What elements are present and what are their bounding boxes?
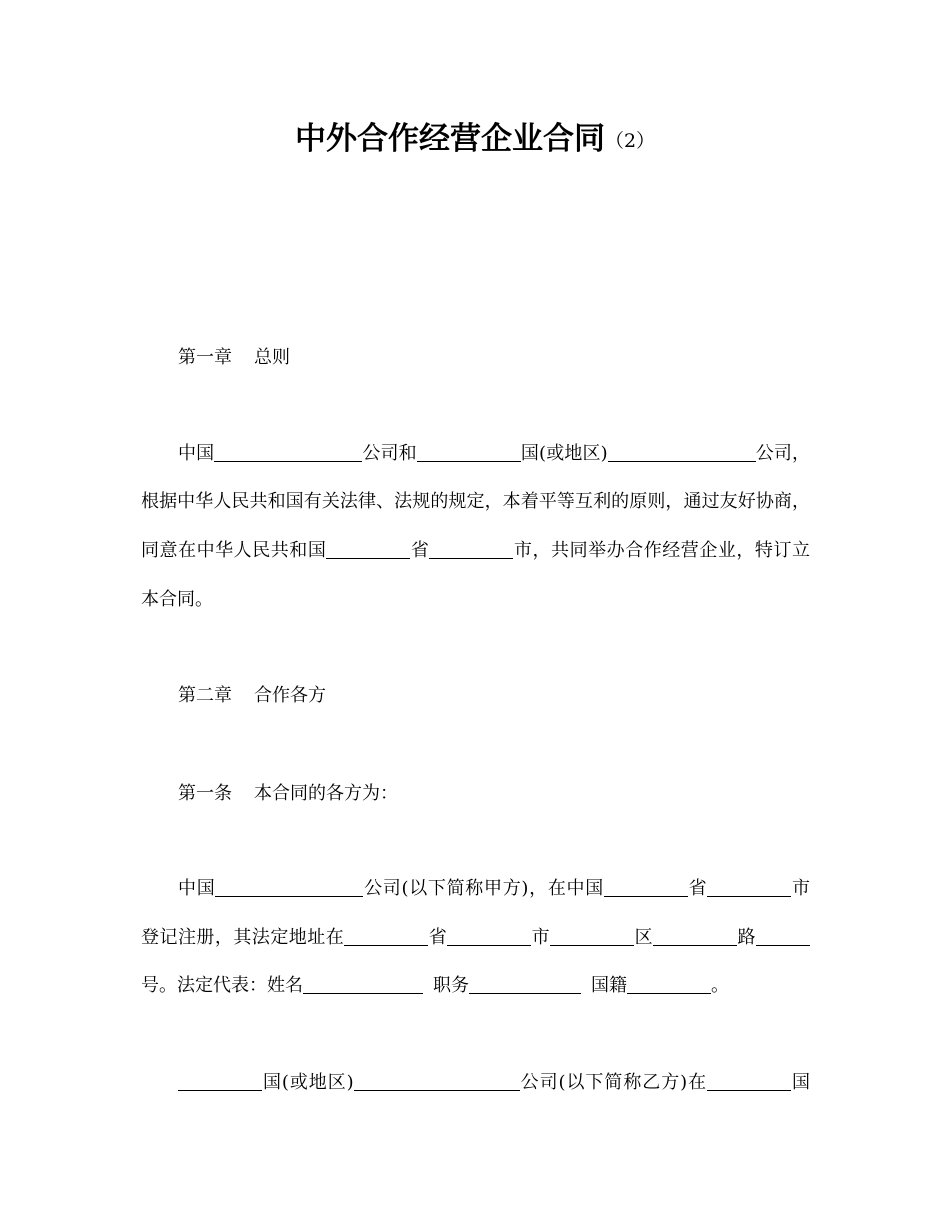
text-segment: 职务 [433,975,469,996]
text-segment: 国 [791,1072,811,1093]
para2-line1 [178,877,810,901]
blank-city[interactable] [447,927,531,946]
para1-line2: 根据中华人民共和国有关法律、法规的规定，本着平等互利的原则，通过友好协商， [141,491,810,512]
blank-district[interactable] [550,927,634,946]
blank-rep-title[interactable] [469,975,581,994]
article-number: 第一条 [178,783,232,804]
para1-line3 [141,539,810,563]
blank-party-b-company[interactable] [354,1072,520,1091]
blank-road[interactable] [653,927,737,946]
text-segment: 公司， [755,443,811,464]
article-text: 本合同的各方为： [254,783,398,804]
chapter-1-heading [178,346,290,370]
text-segment: 市 [791,878,811,899]
blank-province[interactable] [326,540,410,559]
text-segment: 中国 [178,443,215,464]
blank-province[interactable] [604,878,688,897]
blank-city[interactable] [429,540,513,559]
para3-line1 [178,1071,810,1095]
blank-number[interactable] [756,927,810,946]
blank-rep-name[interactable] [303,975,423,994]
para1-line4: 本合同。 [141,589,213,610]
blank-country[interactable] [178,1072,262,1091]
text-segment: 路 [737,927,757,948]
chapter-number: 第一章 [178,347,232,368]
text-segment: 公司和 [362,443,417,464]
blank-province[interactable] [344,927,428,946]
article-1-heading [178,782,398,806]
chapter-2-heading [178,684,326,708]
blank-company-a[interactable] [214,443,362,462]
chapter-number: 第二章 [178,685,232,706]
text-segment: 省 [428,927,448,948]
text-segment: 登记注册，其法定地址在 [141,927,345,948]
text-segment: 号。法定代表：姓名 [141,975,303,996]
text-segment: 省 [687,878,708,899]
blank-company-b[interactable] [608,443,756,462]
text-segment: 同意在中华人民共和国 [141,540,327,561]
chapter-name: 合作各方 [254,685,326,706]
text-segment: 市，共同举办合作经营企业，特订立 [513,540,811,561]
text-segment: 省 [410,540,430,561]
document-title [0,113,950,158]
text-segment: 国(或地区) [520,443,608,464]
blank-rep-nationality[interactable] [627,975,711,994]
blank-country[interactable] [417,443,521,462]
para1-line1 [178,442,810,466]
chapter-name: 总则 [254,347,290,368]
blank-party-a-company[interactable] [215,878,363,897]
para2-line3 [141,974,729,998]
title-suffix: （2） [604,130,656,152]
blank-city[interactable] [707,878,791,897]
text-segment: 国籍 [591,975,627,996]
blank-country[interactable] [707,1072,791,1091]
text-segment: 国(或地区) [262,1072,354,1093]
text-segment: 中国 [178,878,216,899]
para2-line2 [141,926,810,950]
text-segment: 公司(以下简称乙方)在 [519,1072,708,1093]
title-main: 中外合作经营企业合同 [294,121,605,157]
text-segment: 区 [634,927,654,948]
text-segment: 。 [711,975,729,996]
text-segment: 公司(以下简称甲方)，在中国 [363,878,604,899]
text-segment: 市 [531,927,551,948]
